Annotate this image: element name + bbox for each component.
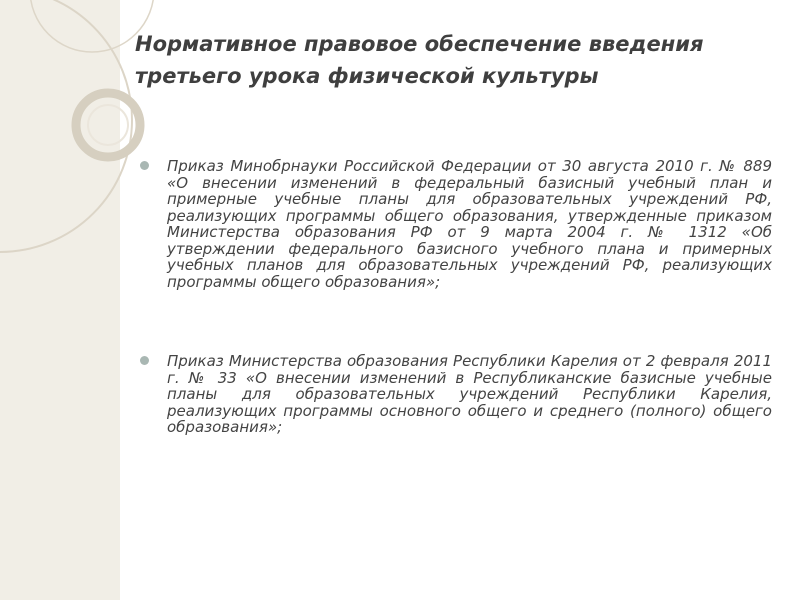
circle-bullet-icon (140, 356, 149, 365)
decorative-ring-small (76, 93, 140, 157)
list-item (140, 158, 772, 290)
list-item-text: Приказ Министерства образования Республики Карелия от 2 февраля 2011 г. № 33 «О внесении изменений в Республиканские базисные учебные планы для образовательных учреждений Республики Карелия, реализующих программы основного общего и среднего (полного) общего образования»; (167, 352, 772, 436)
list-item (140, 353, 772, 436)
bullet-list (140, 158, 772, 436)
circle-bullet-icon (140, 161, 149, 170)
slide-title: Нормативное правовое обеспечение введения третьего урока физической культуры (135, 32, 704, 88)
decorative-ring-small-inner (88, 105, 128, 145)
decorative-ring-large (0, 0, 132, 252)
list-item-text: Приказ Минобрнауки Российской Федерации от 30 августа 2010 г. № 889 «О внесении изменений в федеральный базисный учебный план и примерные учебные планы для образовательных учреждений РФ, реализующих программы общего образования, утвержденные приказом Министерства образования РФ от 9 марта 2004 г. № 1312 «Об утверждении федерального базисного учебного плана и примерных учебных планов для образовательных учреждений РФ, реализующих программы общего образования»; (167, 157, 772, 291)
